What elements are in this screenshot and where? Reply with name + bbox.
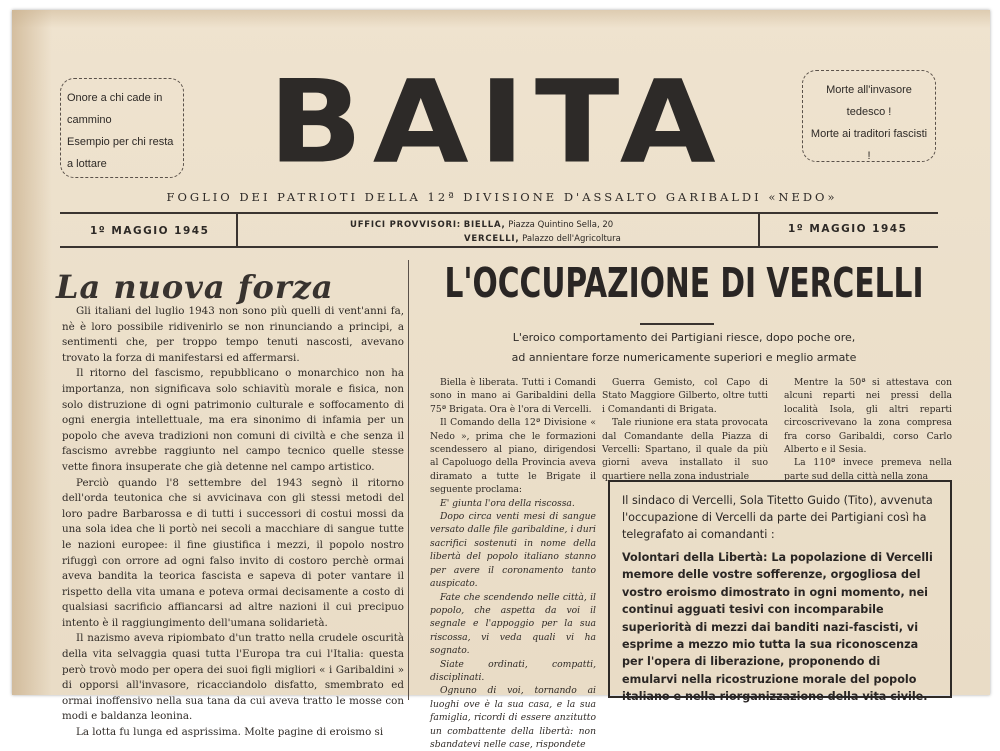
main-article-column-3 [784,376,952,483]
column-paragraph: Biella è liberata. Tutti i Comandi sono in mano ai Garibaldini della 75ª Brigata. Ora è l'ora di Vercelli. [430,377,596,415]
deck-line-1: L'eroico comportamento dei Partigiani riesce, dopo poche ore, [512,331,856,344]
proclamation-paragraph: Ognuno di voi, tornando ai luoghi ove è la sua casa, e la sua famiglia, ricordi di essere anzitutto un combattente della libertà: non sbandatevi nelle case, rispondete [430,685,596,750]
masthead-title: BAITA [268,56,726,190]
proclamation-paragraph: E' giunta l'ora della riscossa. [440,497,575,509]
dateline-divider-left [236,214,238,246]
motto-right-line-1: Morte all'invasore tedesco ! [826,84,912,118]
left-article-paragraph: La lotta fu lunga ed asprissima. Molte pagine di eroismo si [76,726,384,739]
offices-address [350,218,770,246]
column-paragraph: Tale riunione era stata provocata dal Comandante della Piazza di Vercelli: Spartano, il quale da più giorni aveva installato il suo quartiere nella zona industriale [602,417,768,482]
left-article-headline: La nuova forza [56,268,334,306]
top-rule [60,212,938,214]
motto-box-left [60,78,184,178]
column-paragraph: Il Comando della 12ª Divisione « Nedo », prima che le formazioni scendessero al piano, dirigendosi al Capoluogo della Provincia aveva diramato a tutte le Brigate il seguente proclama: [430,417,596,496]
telegram-intro: Il sindaco di Vercelli, Sola Titetto Guido (Tito), avvenuta l'occupazione di Vercelli da parte dei Partigiani così ha telegrafato ai comandanti : [622,494,933,541]
issue-date-right: 1º MAGGIO 1945 [788,223,908,235]
column-paragraph: Mentre la 50ª si attestava con alcuni reparti nei pressi della località Isola, gli altri reparti circoscrivevano la zona compresa fra corso Garibaldi, corso Carlo Alberto e il Sesia. [784,377,952,456]
motto-left-line-1: Onore a chi cade in cammino [67,92,163,126]
left-article-paragraph: Gli italiani del luglio 1943 non sono più quelli di vent'anni fa, nè è loro possibile ridivenirlo se non rinunciando a principi, a sentimenti che, per troppo tempo tenuti nascosti, avevano trovato la forza di manifestarsi ed affermarsi. [62,305,404,364]
offices-label: UFFICI PROVVISORI: [350,220,461,230]
deck-rule [640,323,714,325]
proclamation-paragraph: Dopo circa venti mesi di sangue versato dalle file garibaldine, i duri sacrifici sostenuti in nome della libertà del popolo italiano stanno per avere il coronamento tanto auspicato. [430,511,596,590]
main-deck [422,328,946,368]
left-article-paragraph: Il nazismo aveva ripiombato d'un tratto nella crudele oscurità della vita selvaggia quasi tutta l'Europa tra cui l'Italia: questa però trovò modo per opera dei suoi figli migliori « i Garibaldini » di opporsi all'invasore, ricacciandolo disfatto, smembrato ed ormai inoffensivo nella sua tana da cui aveva tratto le mosse con modi e baldanza leonina. [62,632,404,723]
telegram-message: Volontari della Libertà: La popolazione di Vercelli memore delle vostre sofferenze, orgogliosa del vostro eroismo dimostrato in ogni momento, nei continui agguati tesivi con incomparabile superiorità di mezzi dai banditi nazi-fascisti, vi esprime a mezzo mio tutta la sua riconoscenza per l'opera di liberazione, proponendo di emularvi nella ricostruzione morale del popolo italiano e nella riorganizzazione della vita civile. [622,551,933,704]
left-article-body [62,304,404,741]
motto-right-line-2: Morte ai traditori fascisti ! [810,128,928,162]
left-article-paragraph: Il ritorno del fascismo, repubblicano o monarchico non ha importanza, non significava solo schiavitù morale e fisica, non solo distruzione di ogni patrimonio culturale e soffocamento di ogni energia intellettuale, ma era sinonimo di infamia per un popolo che aveva tradizioni non comuni di civiltà e che senza il fascismo avrebbe raggiunto nel campo tecnico quelle stesse vette finora insuperate che già detenne nel campo artistico. [62,367,404,473]
main-headline: L'OCCUPAZIONE DI VERCELLI [444,258,924,307]
newspaper-page [12,10,990,750]
masthead-subtitle: FOGLIO DEI PATRIOTI DELLA 12ª DIVISIONE D'ASSALTO GARIBALDI «NEDO» [166,190,838,204]
mayor-telegram-box [608,480,952,704]
issue-date-left: 1º MAGGIO 1945 [90,225,210,237]
column-divider [408,260,409,700]
motto-box-right [802,70,936,162]
main-article-column-1 [430,376,596,751]
proclamation-paragraph: Fate che scendendo nelle città, il popolo, che aspetta da voi il segnale e l'appoggio per la sua riscossa, vi veda quali vi ha sognato. [430,591,596,657]
left-article-paragraph: Perciò quando l'8 settembre del 1943 segnò il ritorno dell'orda teutonica che si avvicinava con gli stessi metodi del loro padre Barbarossa e di tutti i successori di costui mossi da una sola idea che li portò nei secoli a macchiare di sangue tutte le nazioni europee: il fine giustifica i mezzi, il popolo nostro rifuggì con orrore ad ogni falso invito di costoro perchè ormai aveva bandita la teorica fascista e sapeva di poter vantare il rispetto della vita umana e poteva ormai decisamente a costo di qualsiasi sacrificio affiancarsi ad altre nazioni il cui precipuo intento è il raggiungimento dell'umana solidarietà. [62,476,404,629]
proclamation-paragraph: Siate ordinati, compatti, disciplinati. [430,658,596,683]
office-2-address: Palazzo dell'Agricoltura [522,234,621,244]
office-2-city: VERCELLI, [464,234,520,244]
column-paragraph: La 110ª invece premeva nella parte sud della città nella zona [784,457,952,482]
bottom-rule [60,246,938,248]
deck-line-2: ad annientare forze numericamente superiori e meglio armate [511,351,857,364]
column-paragraph: Guerra Gemisto, col Capo di Stato Maggiore Gilberto, oltre tutti i Comandanti di Brigata. [602,377,768,415]
office-1-address: Piazza Quintino Sella, 20 [508,220,614,230]
office-1-city: BIELLA, [463,220,506,230]
main-article-column-2 [602,376,768,483]
motto-left-line-2: Esempio per chi resta a lottare [67,136,174,170]
